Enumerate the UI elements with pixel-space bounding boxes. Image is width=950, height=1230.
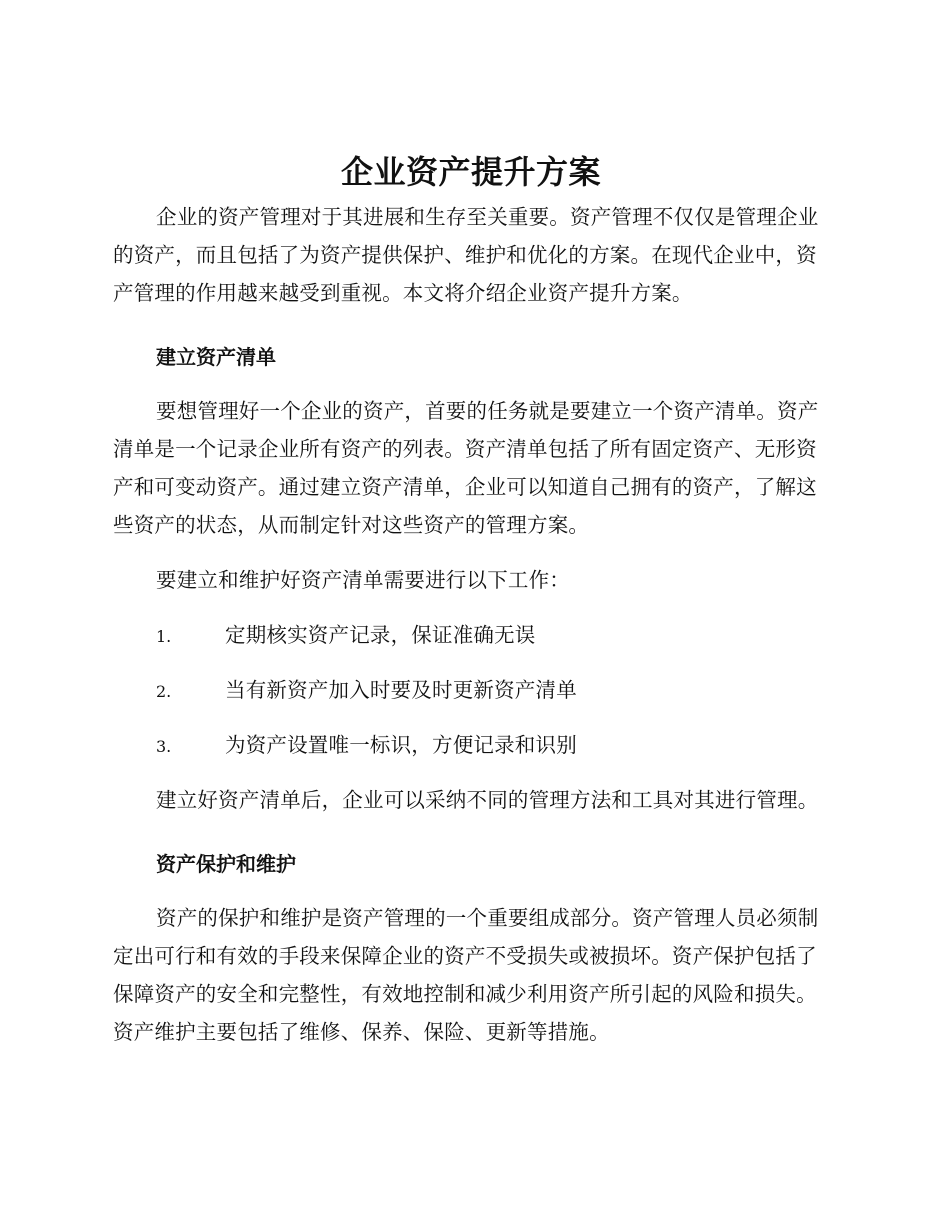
list-item-number: 1. <box>156 627 172 646</box>
list-item-number: 3. <box>156 737 172 756</box>
list-item-number: 2. <box>156 682 172 701</box>
list-item-text: 为资产设置唯一标识，方便记录和识别 <box>225 733 577 757</box>
document-body <box>113 152 829 1051</box>
section-heading-asset-protection: 资产保护和维护 <box>156 852 296 876</box>
document-title: 企业资产提升方案 <box>340 153 601 191</box>
list-item-text: 当有新资产加入时要及时更新资产清单 <box>225 678 577 702</box>
asset-inventory-tasks-intro: 要建立和维护好资产清单需要进行以下工作： <box>156 568 570 592</box>
list-item <box>113 726 829 764</box>
list-item-text: 定期核实资产记录，保证准确无误 <box>225 623 536 647</box>
asset-inventory-task-list <box>113 616 829 764</box>
asset-inventory-conclusion: 建立好资产清单后，企业可以采纳不同的管理方法和工具对其进行管理。 <box>156 788 819 812</box>
intro-paragraph: 企业的资产管理对于其进展和生存至关重要。资产管理不仅仅是管理企业的资产，而且包括了为资产提供保护、维护和优化的方案。在现代企业中，资产管理的作用越来越受到重视。本文将介绍企业资产提升方案。 <box>113 205 819 305</box>
asset-inventory-paragraph: 要想管理好一个企业的资产，首要的任务就是要建立一个资产清单。资产清单是一个记录企业所有资产的列表。资产清单包括了所有固定资产、无形资产和可变动资产。通过建立资产清单，企业可以知道自己拥有的资产，了解这些资产的状态，从而制定针对这些资产的管理方案。 <box>113 399 819 537</box>
asset-protection-paragraph: 资产的保护和维护是资产管理的一个重要组成部分。资产管理人员必须制定出可行和有效的手段来保障企业的资产不受损失或被损坏。资产保护包括了保障资产的安全和完整性，有效地控制和减少利用资产所引起的风险和损失。资产维护主要包括了维修、保养、保险、更新等措施。 <box>113 906 819 1044</box>
list-item <box>113 616 829 654</box>
section-heading-asset-inventory: 建立资产清单 <box>156 345 276 369</box>
list-item <box>113 671 829 709</box>
